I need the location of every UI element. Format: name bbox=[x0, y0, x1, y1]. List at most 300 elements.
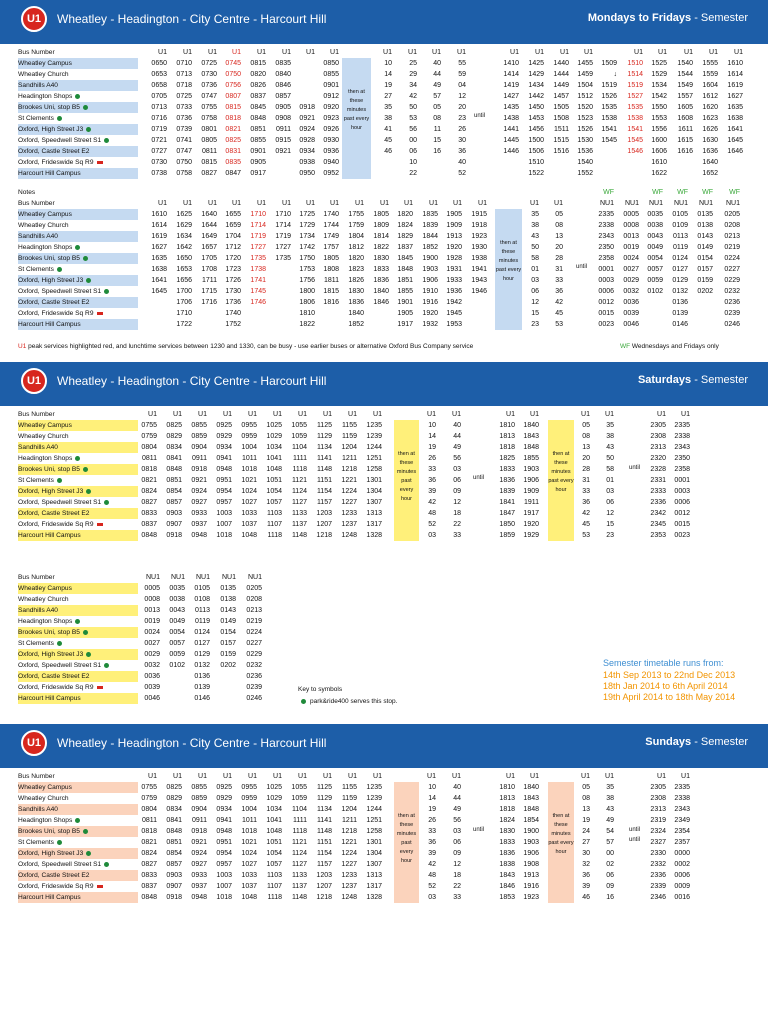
time-cell: 1918 bbox=[471, 222, 487, 229]
time-cell: 1207 bbox=[316, 883, 332, 890]
time-cell: 0834 bbox=[166, 444, 182, 451]
time-cell: 1836 bbox=[373, 277, 389, 284]
time-cell: 2305 bbox=[650, 422, 666, 429]
time-cell: 0927 bbox=[191, 499, 207, 506]
timetable-row bbox=[18, 453, 752, 464]
time-cell: 1133 bbox=[291, 510, 307, 517]
time-cell: 0747 bbox=[176, 148, 192, 155]
time-cell: 1837 bbox=[397, 244, 413, 251]
bus-number-header bbox=[18, 771, 752, 782]
time-cell: 1118 bbox=[267, 894, 282, 901]
park-and-ride-icon bbox=[83, 105, 88, 110]
time-cell: 52 bbox=[458, 170, 466, 177]
time-cell: 1616 bbox=[677, 148, 693, 155]
time-cell: 01 bbox=[606, 477, 614, 484]
park-and-ride-icon bbox=[75, 94, 80, 99]
time-cell: 2308 bbox=[650, 795, 666, 802]
time-cell: 1048 bbox=[241, 532, 257, 539]
time-cell: 45 bbox=[555, 310, 563, 317]
time-cell: 0008 bbox=[623, 222, 639, 229]
time-cell: 0941 bbox=[216, 817, 232, 824]
time-cell: 38 bbox=[606, 795, 614, 802]
time-cell: 1932 bbox=[422, 321, 438, 328]
rail-station-icon bbox=[97, 523, 103, 526]
time-cell: 09 bbox=[453, 488, 461, 495]
time-cell: 1805 bbox=[373, 211, 389, 218]
time-cell: 44 bbox=[433, 71, 441, 78]
time-cell: 1211 bbox=[341, 455, 357, 462]
timetable-row bbox=[18, 275, 752, 286]
time-cell: 0848 bbox=[166, 828, 182, 835]
time-cell: 1133 bbox=[291, 872, 307, 879]
stop-name: Oxford, Speedwell Street S1 bbox=[18, 660, 138, 671]
stop-name: Sandhills A40 bbox=[18, 806, 58, 813]
time-cell: 0208 bbox=[724, 222, 740, 229]
time-cell: 0815 bbox=[201, 159, 217, 166]
u1-logo-icon: U1 bbox=[21, 368, 47, 394]
time-cell: 0911 bbox=[275, 126, 291, 133]
time-cell: 08 bbox=[433, 115, 441, 122]
time-cell: 0934 bbox=[216, 444, 232, 451]
time-cell: 48 bbox=[428, 872, 436, 879]
time-cell: 1606 bbox=[651, 148, 667, 155]
time-cell: 2338 bbox=[674, 433, 690, 440]
time-cell: 39 bbox=[582, 883, 590, 890]
time-cell: 1735 bbox=[250, 255, 266, 262]
time-cell: 1810 bbox=[499, 422, 515, 429]
time-cell: 1307 bbox=[366, 499, 382, 506]
wf-note: WF bbox=[603, 189, 614, 196]
time-cell: 0915 bbox=[275, 137, 291, 144]
time-cell: 27 bbox=[384, 93, 392, 100]
time-cell: 0227 bbox=[724, 266, 740, 273]
time-cell: 0848 bbox=[141, 894, 157, 901]
time-cell: 1830 bbox=[348, 288, 364, 295]
bus-number-cell: U1 bbox=[158, 200, 167, 207]
time-cell: 0005 bbox=[623, 211, 639, 218]
time-cell: 0154 bbox=[220, 629, 236, 636]
bus-number-cell: U1 bbox=[208, 49, 217, 56]
stop-name: Wheatley Church bbox=[18, 596, 69, 603]
time-cell: 1111 bbox=[292, 455, 307, 462]
time-cell: 0903 bbox=[166, 872, 182, 879]
time-cell: 1641 bbox=[151, 277, 167, 284]
time-cell: 23 bbox=[606, 532, 614, 539]
time-cell: 1148 bbox=[291, 532, 307, 539]
time-cell: 36 bbox=[428, 839, 436, 846]
timetable-row bbox=[18, 308, 752, 319]
time-cell: 0136 bbox=[672, 299, 688, 306]
time-cell: 2335 bbox=[674, 784, 690, 791]
time-cell: 0157 bbox=[220, 640, 236, 647]
time-cell: 0719 bbox=[151, 126, 167, 133]
bus-number-cell: U1 bbox=[530, 411, 539, 418]
stop-name: Oxford, Castle Street E2 bbox=[18, 510, 90, 517]
time-cell: 1237 bbox=[341, 521, 357, 528]
time-cell: 0013 bbox=[623, 233, 639, 240]
time-cell: 0820 bbox=[250, 71, 266, 78]
bus-number-cell: U1 bbox=[183, 200, 192, 207]
time-cell: 0933 bbox=[191, 510, 207, 517]
time-cell: 0859 bbox=[191, 795, 207, 802]
time-cell: 1755 bbox=[348, 211, 364, 218]
timetable-row bbox=[18, 69, 752, 80]
time-cell: 1527 bbox=[627, 93, 643, 100]
time-cell: 1614 bbox=[151, 222, 167, 229]
time-cell: 38 bbox=[531, 222, 539, 229]
time-cell: 1445 bbox=[503, 137, 519, 144]
time-cell: 1920 bbox=[446, 244, 462, 251]
timetable-row bbox=[18, 892, 752, 903]
time-cell: 0837 bbox=[250, 93, 266, 100]
time-cell: 1818 bbox=[499, 806, 515, 813]
time-cell: 0954 bbox=[216, 488, 232, 495]
time-cell: 48 bbox=[428, 510, 436, 517]
time-cell: 40 bbox=[453, 422, 461, 429]
time-cell: 2335 bbox=[674, 422, 690, 429]
stop-name: Harcourt Hill Campus bbox=[18, 170, 81, 177]
time-cell: 39 bbox=[428, 850, 436, 857]
time-cell: 33 bbox=[582, 488, 590, 495]
time-cell: 1838 bbox=[499, 861, 515, 868]
time-cell: 0924 bbox=[299, 126, 315, 133]
time-cell: 1520 bbox=[577, 104, 593, 111]
time-cell: 1843 bbox=[499, 872, 515, 879]
time-cell: 1024 bbox=[241, 488, 257, 495]
time-cell: 2331 bbox=[650, 477, 666, 484]
bus-number-cell: U1 bbox=[510, 49, 519, 56]
time-cell: 1635 bbox=[727, 104, 743, 111]
time-cell: 1107 bbox=[266, 521, 282, 528]
time-cell: 0718 bbox=[176, 82, 192, 89]
time-cell: 1301 bbox=[366, 477, 382, 484]
park-and-ride-icon bbox=[104, 138, 109, 143]
timetable-row bbox=[18, 881, 752, 892]
time-cell: 1723 bbox=[225, 266, 241, 273]
time-cell: 1203 bbox=[316, 510, 332, 517]
stop-name: Oxford, Speedwell Street S1 bbox=[18, 859, 138, 870]
time-cell: 56 bbox=[409, 126, 417, 133]
time-cell: 35 bbox=[531, 211, 539, 218]
park-and-ride-icon bbox=[57, 478, 62, 483]
time-cell: 1753 bbox=[299, 266, 315, 273]
time-cell: 0006 bbox=[674, 872, 690, 879]
then-at-minutes-note: then at these minutes past every hour bbox=[342, 58, 371, 179]
time-cell: 1820 bbox=[348, 255, 364, 262]
time-cell: 1848 bbox=[523, 806, 539, 813]
time-cell: 0102 bbox=[647, 288, 663, 295]
bus-number-cell: U1 bbox=[273, 773, 282, 780]
time-cell: 46 bbox=[582, 894, 590, 901]
time-cell: 1414 bbox=[503, 71, 519, 78]
time-cell: 2339 bbox=[650, 883, 666, 890]
time-cell: 0801 bbox=[201, 126, 217, 133]
time-cell: 1725 bbox=[299, 211, 315, 218]
time-cell: 1118 bbox=[292, 466, 307, 473]
bus-number-label: Bus Number bbox=[18, 49, 55, 56]
time-cell: 0756 bbox=[225, 82, 241, 89]
time-cell: 0928 bbox=[299, 137, 315, 144]
time-cell: 1054 bbox=[266, 850, 282, 857]
time-cell: 56 bbox=[453, 455, 461, 462]
then-at-minutes-note: then at these minutes past every hour bbox=[394, 420, 419, 541]
timetable-row bbox=[18, 264, 752, 275]
then-at-minutes-note: then at these minutes past every hour bbox=[495, 209, 522, 330]
time-cell: 2338 bbox=[674, 795, 690, 802]
time-cell: 0920 bbox=[323, 104, 339, 111]
stop-name: Oxford, Castle Street E2 bbox=[18, 673, 90, 680]
notes-label: Notes bbox=[18, 189, 36, 196]
bus-number-cell: U1 bbox=[734, 49, 743, 56]
time-cell: 1538 bbox=[601, 115, 617, 122]
u1-marker: U1 bbox=[18, 343, 27, 350]
time-cell: 19 bbox=[428, 806, 436, 813]
time-cell: ↓ bbox=[613, 71, 617, 78]
time-cell: 1906 bbox=[523, 850, 539, 857]
bus-number-cell: U1 bbox=[427, 411, 436, 418]
time-cell: 1410 bbox=[503, 60, 519, 67]
time-cell: 0139 bbox=[672, 310, 688, 317]
time-cell: 1746 bbox=[250, 299, 266, 306]
time-cell: 43 bbox=[531, 233, 539, 240]
wf-note: WF bbox=[677, 189, 688, 196]
time-cell: 0851 bbox=[166, 477, 182, 484]
timetable-row bbox=[18, 220, 752, 231]
time-cell: 0232 bbox=[246, 662, 262, 669]
time-cell: 1903 bbox=[422, 266, 438, 273]
time-cell: 49 bbox=[453, 444, 461, 451]
time-cell: 1735 bbox=[275, 255, 291, 262]
bus-number-cell: U1 bbox=[330, 200, 339, 207]
time-cell: 40 bbox=[458, 159, 466, 166]
time-cell: 1656 bbox=[176, 277, 192, 284]
time-cell: 1111 bbox=[292, 817, 307, 824]
time-cell: 44 bbox=[453, 795, 461, 802]
time-cell: 1645 bbox=[727, 137, 743, 144]
time-cell: 0850 bbox=[323, 60, 339, 67]
time-cell: 08 bbox=[582, 433, 590, 440]
time-cell: 1611 bbox=[677, 126, 693, 133]
time-cell: 0143 bbox=[697, 233, 713, 240]
time-cell: 0951 bbox=[216, 477, 232, 484]
section-banner-weekday bbox=[0, 0, 768, 44]
rail-station-icon bbox=[97, 161, 103, 164]
stop-name: Oxford, Castle Street E2 bbox=[18, 872, 90, 879]
time-cell: 0049 bbox=[647, 244, 663, 251]
time-cell: 35 bbox=[384, 104, 392, 111]
time-cell: 0924 bbox=[191, 850, 207, 857]
time-cell: 1615 bbox=[677, 137, 693, 144]
time-cell: 2343 bbox=[598, 233, 614, 240]
time-cell: 1048 bbox=[266, 466, 282, 473]
time-cell: 03 bbox=[428, 894, 436, 901]
bus-number-cell: U1 bbox=[323, 773, 332, 780]
time-cell: 0857 bbox=[166, 861, 182, 868]
bus-number-cell: U1 bbox=[535, 49, 544, 56]
time-cell: 1500 bbox=[528, 137, 544, 144]
timetable-row bbox=[18, 793, 752, 804]
time-cell: 0940 bbox=[323, 159, 339, 166]
time-cell: 1018 bbox=[216, 532, 232, 539]
time-cell: 2350 bbox=[674, 455, 690, 462]
time-cell: 1730 bbox=[225, 288, 241, 295]
time-cell: 1917 bbox=[397, 321, 413, 328]
time-cell: 23 bbox=[458, 115, 466, 122]
time-cell: 1021 bbox=[241, 477, 257, 484]
time-cell: 1646 bbox=[727, 148, 743, 155]
time-cell: 0015 bbox=[674, 521, 690, 528]
time-cell: 11 bbox=[433, 126, 441, 133]
time-cell: 1833 bbox=[373, 266, 389, 273]
until-label: until bbox=[576, 264, 588, 270]
time-cell: 0146 bbox=[672, 321, 688, 328]
bus-number-cell: NU1 bbox=[725, 200, 740, 207]
time-cell: 04 bbox=[458, 82, 466, 89]
time-cell: 1235 bbox=[366, 784, 382, 791]
time-cell: 1003 bbox=[216, 872, 232, 879]
timetable-row bbox=[18, 815, 752, 826]
time-cell: 1822 bbox=[373, 244, 389, 251]
park-and-ride-icon bbox=[104, 289, 109, 294]
time-cell: 0730 bbox=[151, 159, 167, 166]
time-cell: 0827 bbox=[141, 861, 157, 868]
bus-number-cell: U1 bbox=[657, 411, 666, 418]
bus-number-cell: U1 bbox=[658, 49, 667, 56]
stop-name: Sandhills A40 bbox=[18, 233, 58, 240]
timetable-row bbox=[18, 80, 752, 91]
time-cell: 0903 bbox=[166, 510, 182, 517]
time-cell: 1118 bbox=[292, 828, 307, 835]
time-cell: 1708 bbox=[201, 266, 217, 273]
time-cell: 1121 bbox=[291, 477, 307, 484]
time-cell: 1024 bbox=[241, 850, 257, 857]
time-cell: 0815 bbox=[250, 60, 266, 67]
time-cell: 0105 bbox=[194, 585, 210, 592]
u1-logo-icon: U1 bbox=[21, 6, 47, 32]
time-cell: 1740 bbox=[323, 211, 339, 218]
time-cell: 1929 bbox=[523, 532, 539, 539]
time-cell: 1159 bbox=[341, 795, 357, 802]
time-cell: 0132 bbox=[672, 288, 688, 295]
time-cell: 1419 bbox=[503, 82, 519, 89]
time-cell: 1224 bbox=[341, 850, 357, 857]
timetable-row bbox=[18, 91, 752, 102]
time-cell: 0911 bbox=[191, 455, 207, 462]
park-and-ride-icon bbox=[86, 127, 91, 132]
stop-name: Headington Shops bbox=[18, 242, 138, 253]
time-cell: 1218 bbox=[341, 466, 357, 473]
time-cell: 1619 bbox=[151, 233, 167, 240]
time-cell: 0948 bbox=[191, 894, 207, 901]
time-cell: 0948 bbox=[216, 828, 232, 835]
time-cell: 0036 bbox=[144, 673, 160, 680]
time-cell: 0848 bbox=[141, 532, 157, 539]
time-cell: 2343 bbox=[674, 806, 690, 813]
bus-number-cell: U1 bbox=[232, 49, 241, 56]
time-cell: 1824 bbox=[397, 222, 413, 229]
time-cell: 1526 bbox=[601, 93, 617, 100]
time-cell: 0653 bbox=[151, 71, 167, 78]
time-cell: 1840 bbox=[523, 784, 539, 791]
time-cell: 1233 bbox=[341, 510, 357, 517]
stop-name: Wheatley Campus bbox=[18, 211, 72, 218]
park-and-ride-icon bbox=[57, 641, 62, 646]
time-cell: 33 bbox=[453, 532, 461, 539]
time-cell: 1233 bbox=[341, 872, 357, 879]
time-cell: 1151 bbox=[316, 839, 332, 846]
time-cell: 31 bbox=[555, 266, 563, 273]
time-cell: 0005 bbox=[144, 585, 160, 592]
stop-name: Brookes Uni, stop B5 bbox=[18, 464, 138, 475]
time-cell: 0741 bbox=[176, 137, 192, 144]
stop-name: Brookes Uni, stop B5 bbox=[18, 627, 138, 638]
time-cell: 0024 bbox=[144, 629, 160, 636]
time-cell: 10 bbox=[384, 60, 392, 67]
time-cell: 1820 bbox=[397, 211, 413, 218]
time-cell: 20 bbox=[582, 455, 590, 462]
time-cell: 1855 bbox=[397, 288, 413, 295]
bus-number-cell: U1 bbox=[681, 773, 690, 780]
timetable-row bbox=[18, 530, 752, 541]
time-cell: 1530 bbox=[577, 137, 593, 144]
time-cell: 42 bbox=[428, 861, 436, 868]
time-cell: 1943 bbox=[471, 277, 487, 284]
time-cell: 2335 bbox=[598, 211, 614, 218]
time-cell: 1018 bbox=[216, 894, 232, 901]
time-cell: 0755 bbox=[141, 784, 157, 791]
time-cell: 0821 bbox=[225, 126, 241, 133]
time-cell: 1712 bbox=[225, 244, 241, 251]
time-cell: 1710 bbox=[176, 310, 192, 317]
time-cell: 1041 bbox=[266, 817, 282, 824]
time-cell: 1847 bbox=[499, 510, 515, 517]
time-cell: 0721 bbox=[151, 137, 167, 144]
time-cell: 1623 bbox=[702, 115, 718, 122]
timetable-row bbox=[18, 231, 752, 242]
time-cell: 0954 bbox=[216, 850, 232, 857]
park-and-ride-icon bbox=[83, 829, 88, 834]
time-cell: 0736 bbox=[201, 82, 217, 89]
time-cell: 1258 bbox=[366, 828, 382, 835]
time-cell: 1608 bbox=[677, 115, 693, 122]
time-cell: 1917 bbox=[523, 510, 539, 517]
time-cell: 06 bbox=[531, 288, 539, 295]
time-cell: 1627 bbox=[151, 244, 167, 251]
time-cell: 49 bbox=[453, 806, 461, 813]
time-cell: 19 bbox=[582, 817, 590, 824]
time-cell: 1809 bbox=[373, 222, 389, 229]
time-cell: 1034 bbox=[266, 444, 282, 451]
until-label: until bbox=[473, 475, 485, 481]
time-cell: 1806 bbox=[299, 299, 315, 306]
time-cell: 38 bbox=[606, 433, 614, 440]
time-cell: 1534 bbox=[651, 82, 667, 89]
time-cell: 1640 bbox=[201, 211, 217, 218]
time-cell: 1018 bbox=[241, 466, 257, 473]
time-cell: 1251 bbox=[366, 455, 382, 462]
time-cell: 1218 bbox=[316, 532, 332, 539]
time-cell: 1933 bbox=[446, 277, 462, 284]
time-cell: 1004 bbox=[241, 806, 257, 813]
time-cell: 0933 bbox=[191, 872, 207, 879]
time-cell: 0847 bbox=[225, 170, 241, 177]
time-cell: 2328 bbox=[650, 466, 666, 473]
stop-name: Oxford, Frideswide Sq R9 bbox=[18, 519, 138, 530]
time-cell: 0837 bbox=[141, 883, 157, 890]
wf-note: WF bbox=[702, 189, 713, 196]
time-cell: 0002 bbox=[674, 861, 690, 868]
time-cell: 1048 bbox=[266, 828, 282, 835]
